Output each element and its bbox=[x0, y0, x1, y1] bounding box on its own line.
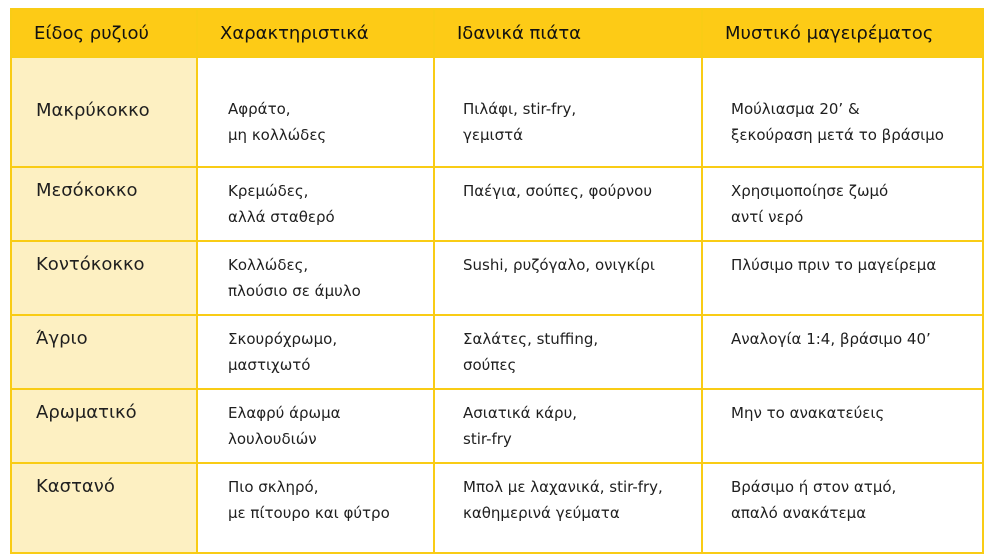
characteristics-cell bbox=[197, 389, 434, 463]
cell-line: Ασιατικά κάρυ, bbox=[463, 404, 578, 422]
characteristics-cell bbox=[197, 315, 434, 389]
rice-type-cell: Καστανό bbox=[11, 463, 197, 553]
cell-line: Μούλιασμα 20’ & bbox=[731, 100, 860, 118]
dishes-cell bbox=[434, 167, 702, 241]
table-row bbox=[11, 463, 983, 553]
table-row bbox=[11, 241, 983, 315]
dishes-cell bbox=[434, 241, 702, 315]
cell-line: με πίτουρο και φύτρο bbox=[228, 504, 390, 522]
rice-type-cell: Άγριο bbox=[11, 315, 197, 389]
cell-line: πλούσιο σε άμυλο bbox=[228, 282, 361, 300]
header-cooking-secret: Μυστικό μαγειρέματος bbox=[702, 9, 983, 57]
cell-line: ξεκούραση μετά το βράσιμο bbox=[731, 126, 944, 144]
cell-line: stir-fry bbox=[463, 430, 512, 448]
cell-line: σούπες bbox=[463, 356, 517, 374]
characteristics-cell bbox=[197, 463, 434, 553]
secret-cell bbox=[702, 241, 983, 315]
secret-cell bbox=[702, 389, 983, 463]
secret-cell bbox=[702, 57, 983, 167]
cell-line: Αφράτο, bbox=[228, 100, 291, 118]
characteristics-cell bbox=[197, 57, 434, 167]
secret-cell bbox=[702, 167, 983, 241]
cell-line: Βράσιμο ή στον ατμό, bbox=[731, 478, 897, 496]
header-ideal-dishes: Ιδανικά πιάτα bbox=[434, 9, 702, 57]
table-row bbox=[11, 389, 983, 463]
cell-line: Ελαφρύ άρωμα bbox=[228, 404, 341, 422]
cell-line: Μην το ανακατεύεις bbox=[731, 404, 885, 422]
dishes-cell bbox=[434, 57, 702, 167]
table-header bbox=[11, 9, 983, 57]
characteristics-cell bbox=[197, 241, 434, 315]
table-row bbox=[11, 57, 983, 167]
cell-line: Αναλογία 1:4, βράσιμο 40’ bbox=[731, 330, 931, 348]
dishes-cell bbox=[434, 463, 702, 553]
secret-cell bbox=[702, 315, 983, 389]
cell-line: Παέγια, σούπες, φούρνου bbox=[463, 182, 653, 200]
rice-types-table-container bbox=[10, 8, 982, 550]
cell-line: Κρεμώδες, bbox=[228, 182, 309, 200]
rice-types-table bbox=[10, 8, 984, 554]
cell-line: Πιλάφι, stir-fry, bbox=[463, 100, 577, 118]
cell-line: Μπολ με λαχανικά, stir-fry, bbox=[463, 478, 663, 496]
rice-type-cell: Μακρύκοκκο bbox=[11, 57, 197, 167]
header-rice-type: Είδος ρυζιού bbox=[11, 9, 197, 57]
secret-cell bbox=[702, 463, 983, 553]
cell-line: καθημερινά γεύματα bbox=[463, 504, 620, 522]
header-row bbox=[11, 9, 983, 57]
dishes-cell bbox=[434, 389, 702, 463]
rice-type-cell: Κοντόκοκκο bbox=[11, 241, 197, 315]
dishes-cell bbox=[434, 315, 702, 389]
cell-line: λουλουδιών bbox=[228, 430, 317, 448]
cell-line: απαλό ανακάτεμα bbox=[731, 504, 867, 522]
cell-line: μη κολλώδες bbox=[228, 126, 327, 144]
header-characteristics: Χαρακτηριστικά bbox=[197, 9, 434, 57]
cell-line: Σαλάτες, stuffing, bbox=[463, 330, 599, 348]
cell-line: Χρησιμοποίησε ζωμό bbox=[731, 182, 889, 200]
table-body bbox=[11, 57, 983, 553]
table-row bbox=[11, 315, 983, 389]
cell-line: αντί νερό bbox=[731, 208, 804, 226]
cell-line: αλλά σταθερό bbox=[228, 208, 335, 226]
characteristics-cell bbox=[197, 167, 434, 241]
cell-line: Sushi, ρυζόγαλο, ονιγκίρι bbox=[463, 256, 655, 274]
cell-line: μαστιχωτό bbox=[228, 356, 311, 374]
rice-type-cell: Μεσόκοκκο bbox=[11, 167, 197, 241]
cell-line: Πιο σκληρό, bbox=[228, 478, 319, 496]
cell-line: Πλύσιμο πριν το μαγείρεμα bbox=[731, 256, 937, 274]
table-row bbox=[11, 167, 983, 241]
cell-line: γεμιστά bbox=[463, 126, 524, 144]
cell-line: Σκουρόχρωμο, bbox=[228, 330, 338, 348]
cell-line: Κολλώδες, bbox=[228, 256, 309, 274]
rice-type-cell: Αρωματικό bbox=[11, 389, 197, 463]
